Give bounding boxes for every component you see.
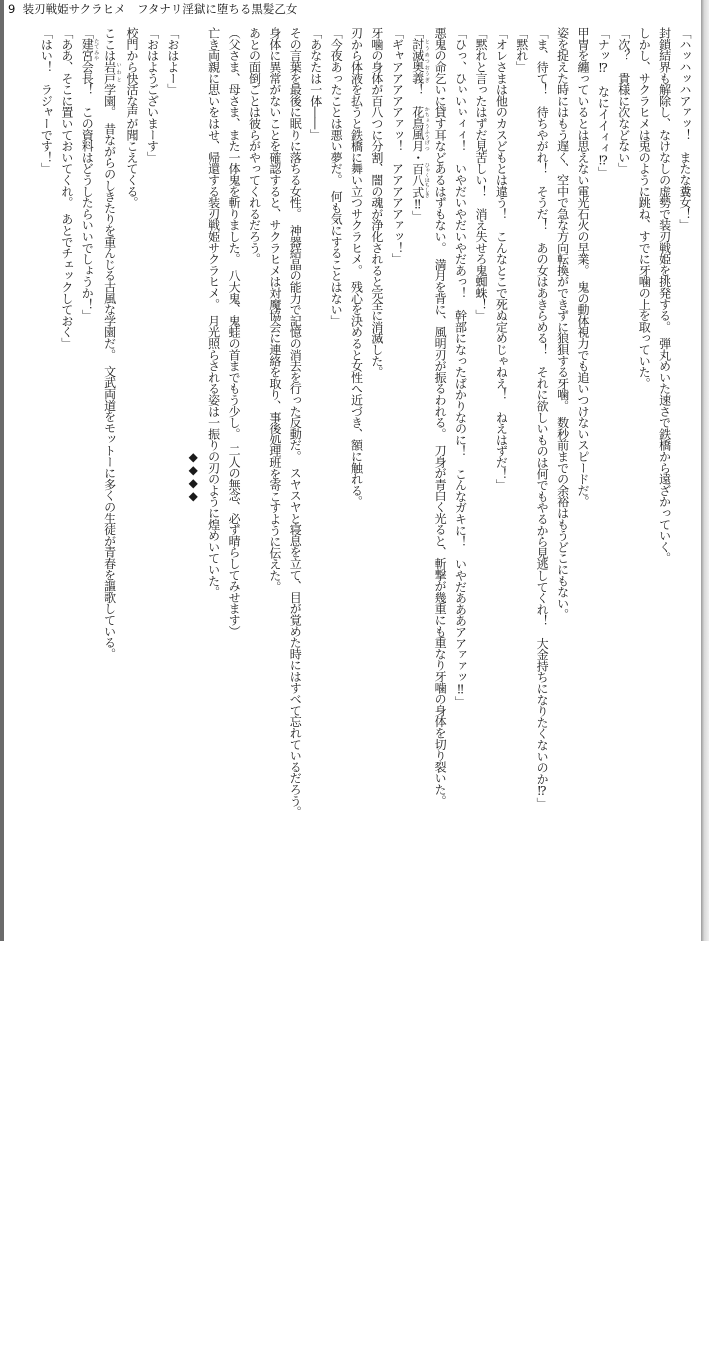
dialogue-line: 「ま、待て！ 待ちやがれ！ そうだ！ あの女はあきらめる！ それに欲しいものは何でもやるから見逃してくれ！ 大金持ちになりたくないのか⁉」 <box>535 27 550 809</box>
ruby-base: 討滅奥義 <box>410 38 425 84</box>
dialogue-line: 「ギャアアアアアァッ！ アアアアアァッ！」 <box>390 27 405 265</box>
narration-line: 封鎖結界も解除し、なけなしの虚勢で装刃戦姫を挑発する。 弾丸めいた速さで鉄橋から遠ざかっていく。 <box>657 27 672 564</box>
dialogue-line: 「おはようございまーす」 <box>145 27 160 163</box>
ruby-word <box>410 162 430 198</box>
punctuation: ・ <box>410 151 425 163</box>
narration-line: 牙噛の身体が百八つに分割、闇の魂が浄化されると完全に消滅した。 <box>369 27 384 378</box>
dialogue-line: 「黙れと言ったはずだ見苦しい！ 消え失せろ鬼蜘蛛！」 <box>473 27 488 321</box>
furigana: たてみや <box>93 38 100 61</box>
dialogue-line: 「ひっ、ひぃいぃィィ！ いやだいやだいやだあっ！ 幹部になったばかりなのに！ こんなガキに！ いやだあああアアァァッ‼」 <box>453 27 468 708</box>
ruby-base: 岩戸 <box>102 60 117 84</box>
ruby-word <box>410 38 430 84</box>
bracket: 「 <box>80 27 95 39</box>
dialogue-line: 「おはよー」 <box>165 27 180 95</box>
ruby-base: 建宮 <box>80 38 95 61</box>
dialogue-line: 「ハッハッハアァッ！ またな糞女！」 <box>678 27 692 231</box>
bracket: ‼」 <box>410 197 425 222</box>
narration-line: 校門から快活な声が聞こえてくる。 <box>125 27 140 208</box>
dialogue-line: 「あなたは一体――」 <box>308 27 323 141</box>
page-header <box>8 2 297 16</box>
text-segment: 会長！ この資料はどうしたらいいでしょうか！」 <box>80 60 95 321</box>
ruby-word <box>80 38 100 61</box>
text-segment: ここは <box>102 27 117 61</box>
special-attack-line <box>407 27 429 927</box>
narration-line: 甲冑を纏っているとは思えない電光石火の早業。 鬼の動体視力でも追いつけないスピードだ。 <box>575 27 590 507</box>
narration-line: その言葉を最後に眠りに落ちる女性。 神器結晶の能力で記憶の消去を行った反動だ。 スヤスヤと寝息を立て、目が覚めた時にはすべて忘れているだろう。 <box>288 27 303 818</box>
narration-line: しかし、サクラヒメは兎のように跳ね、すでに牙噛の上を取っていた。 <box>637 27 652 389</box>
ruby-base: 花鳥風月 <box>410 106 425 152</box>
narration-line: 悪鬼の命乞いに貸す耳などあるはずもない。 満月を背に、風明刃が振るわれる。 刀身が青白く光ると、斬撃が幾重にも重なり牙噛の身体を切り裂いた。 <box>433 27 448 807</box>
dialogue-line: 「黙れ」 <box>514 27 529 73</box>
ruby-base: 百八式 <box>410 162 425 198</box>
dialogue-line: 「はい！ ラジャーです！」 <box>39 27 54 174</box>
dialogue-line: 「ああ、そこに置いておいてくれ。 あとでチェックしておく」 <box>59 27 74 349</box>
dialogue-line <box>77 27 99 927</box>
narration-line: 亡き両親に思いをはせ、帰還する装刃戦姫サクラヒメ。 月光照らされる姿は一振りの刃のように煌めいていた。 <box>206 27 221 598</box>
ruby-word <box>102 60 122 84</box>
punctuation: ！ <box>410 83 425 107</box>
inner-monologue-line: （父さま、母さま、また一体鬼を斬りました。 八大鬼、鬼蛙の首までもう少し。 二人の無念、必ず晴らしてみせます） <box>227 27 242 637</box>
narration-line: あとの面倒ごとは彼らがやってくれるだろう。 <box>247 27 262 265</box>
narration-line: 刃から体液を払うと鉄橋に舞い立つサクラヒメ。 残心を決めると女性へ近づき、額に触れる。 <box>349 27 364 507</box>
viewer-left-edge <box>0 0 4 941</box>
text-segment: 学園。 昔ながらのしきたりを重んじる古風な学園だ。 文武両道をモットーに多くの生徒が青春を謳歌している。 <box>102 83 117 660</box>
narration-line: 姿を捉えた時にはもう遅く、空中で急な方向転換ができずに狼狽する牙噛。 数秒前までの余裕はもうどこにもない。 <box>555 27 570 620</box>
narration-line: 身体に異常がないことを確認すると、サクラヒメは対魔協会に連絡を取り、事後処理班を寄こすように伝えた。 <box>267 27 282 593</box>
page-shadow <box>701 0 709 941</box>
furigana: とうめつおうぎ <box>423 38 430 84</box>
furigana: かちょうふうげつ <box>423 106 430 152</box>
dialogue-line: 「ナッ⁉ なにイイィィ⁉」 <box>596 27 611 178</box>
scene-break-diamonds: ◆◆◆◆ <box>186 450 201 502</box>
dialogue-line: 「今夜あったことは悪い夢だ。 何も気にすることはない」 <box>329 27 344 327</box>
dialogue-line: 「オレさまは他のカスどもとは違う！ こんなとこで死ぬ定めじゃねえ！ ねえはずだ！」 <box>494 27 509 491</box>
page-number: 9 <box>8 2 16 16</box>
vertical-text-body <box>36 27 695 927</box>
ruby-word <box>410 106 430 152</box>
bracket: 「 <box>410 27 425 39</box>
narration-line <box>99 27 121 927</box>
furigana: いわと <box>115 60 122 84</box>
furigana: ひゃくはちしき <box>423 162 430 198</box>
book-title: 装刃戦姫サクラヒメ フタナリ淫獄に堕ちる黒髪乙女 <box>22 2 298 16</box>
dialogue-line: 「次？ 貴様に次などない」 <box>616 27 631 174</box>
